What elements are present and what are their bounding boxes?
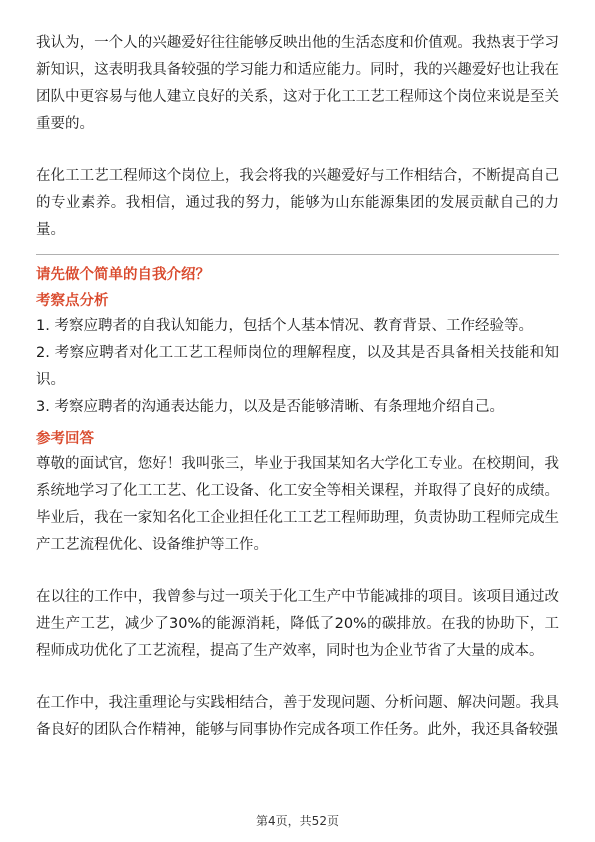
analysis-item: 3. 考察应聘者的沟通表达能力，以及是否能够清晰、有条理地介绍自己。 <box>36 399 504 415</box>
paragraph-gap <box>36 559 559 584</box>
paragraph-gap <box>36 138 559 163</box>
analysis-list <box>36 313 559 421</box>
paragraph-gap <box>36 665 559 690</box>
document-page <box>36 30 559 744</box>
answer-paragraph-2: 在以往的工作中，我曾参与过一项关于化工生产中节能减排的项目。该项目通过改进生产工艺，减少了30%的能源消耗，降低了20%的碳排放。在我的协助下，工程师成功优化了工艺流程，提高了生产效率，同时也为企业节省了大量的成本。 <box>36 589 559 659</box>
answer-title: 参考回答 <box>36 431 94 447</box>
analysis-title: 考察点分析 <box>36 293 109 309</box>
analysis-item: 2. 考察应聘者对化工工艺工程师岗位的理解程度，以及其是否具备相关技能和知识。 <box>36 345 559 388</box>
answer-paragraph-1: 尊敬的面试官，您好！我叫张三，毕业于我国某知名大学化工专业。在校期间，我系统地学习了化工工艺、化工设备、化工安全等相关课程，并取得了良好的成绩。毕业后，我在一家知名化工企业担任化工工艺工程师助理，负责协助工程师完成生产工艺流程优化、设备维护等工作。 <box>36 456 559 553</box>
section-divider <box>36 254 559 255</box>
page-number: 第4页，共52页 <box>256 814 339 828</box>
interview-question: 请先做个简单的自我介绍？ <box>36 267 210 283</box>
intro-paragraph-2: 在化工工艺工程师这个岗位上，我会将我的兴趣爱好与工作相结合，不断提高自己的专业素养。我相信，通过我的努力，能够为山东能源集团的发展贡献自己的力量。 <box>36 168 559 238</box>
intro-paragraph-1: 我认为，一个人的兴趣爱好往往能够反映出他的生活态度和价值观。我热衷于学习新知识，这表明我具备较强的学习能力和适应能力。同时，我的兴趣爱好也让我在团队中更容易与他人建立良好的关系，这对于化工工艺工程师这个岗位来说是至关重要的。 <box>36 35 559 132</box>
analysis-item: 1. 考察应聘者的自我认知能力，包括个人基本情况、教育背景、工作经验等。 <box>36 318 533 334</box>
answer-paragraph-3: 在工作中，我注重理论与实践相结合，善于发现问题、分析问题、解决问题。我具备良好的团队合作精神，能够与同事协作完成各项工作任务。此外，我还具备较强 <box>36 695 559 738</box>
page-footer <box>0 812 595 829</box>
